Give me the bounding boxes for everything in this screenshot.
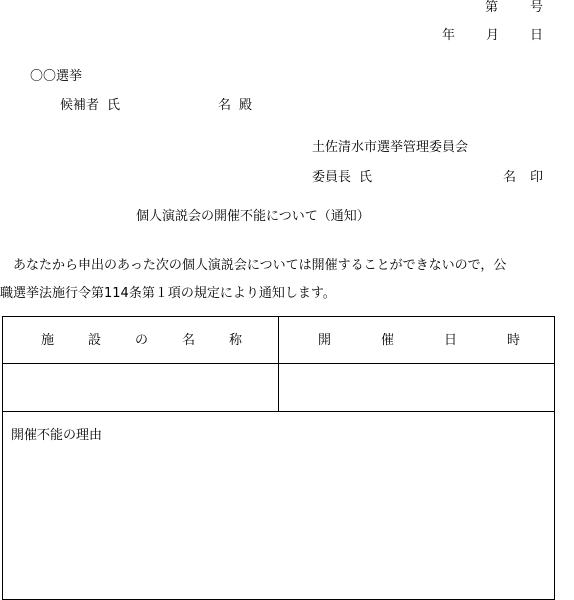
- candidate-addressee-line: [60, 99, 252, 112]
- document-title: 個人演説会の開催不能について（通知）: [136, 209, 370, 224]
- chair-name-suffix: 名: [503, 170, 517, 185]
- election-name: 〇〇選挙: [30, 69, 83, 84]
- chair-label: 委員長: [312, 170, 352, 185]
- document-number-label: 第: [485, 0, 499, 15]
- honorific: 殿: [239, 98, 253, 113]
- candidate-name-suffix: 名: [218, 98, 232, 113]
- date-day-label: 日: [530, 28, 544, 43]
- date-month-label: 月: [486, 28, 500, 43]
- reason-label: 開催不能の理由: [11, 428, 103, 443]
- date-year-label: 年: [442, 28, 456, 43]
- chair-name-prefix: 氏: [359, 170, 373, 185]
- body-line-2: 職選挙法施行令第114条第１項の規定により通知します。: [0, 286, 336, 301]
- candidate-label: 候補者: [60, 98, 100, 113]
- table-row-divider: [3, 411, 554, 412]
- event-datetime-header: 開 催 日 時: [318, 333, 521, 348]
- chair-line: [312, 171, 372, 184]
- notice-table: [2, 316, 555, 600]
- seal-mark: 印: [530, 170, 544, 185]
- candidate-name-prefix: 氏: [107, 98, 121, 113]
- facility-name-header: 施 設 の 名 称: [41, 333, 243, 348]
- table-column-divider: [278, 317, 279, 411]
- committee-name: 土佐清水市選挙管理委員会: [312, 140, 469, 155]
- document-number-suffix: 号: [530, 0, 544, 15]
- body-line-1: あなたから申出のあった次の個人演説会については開催することができないので，公: [13, 258, 507, 273]
- notice-body: [0, 252, 574, 308]
